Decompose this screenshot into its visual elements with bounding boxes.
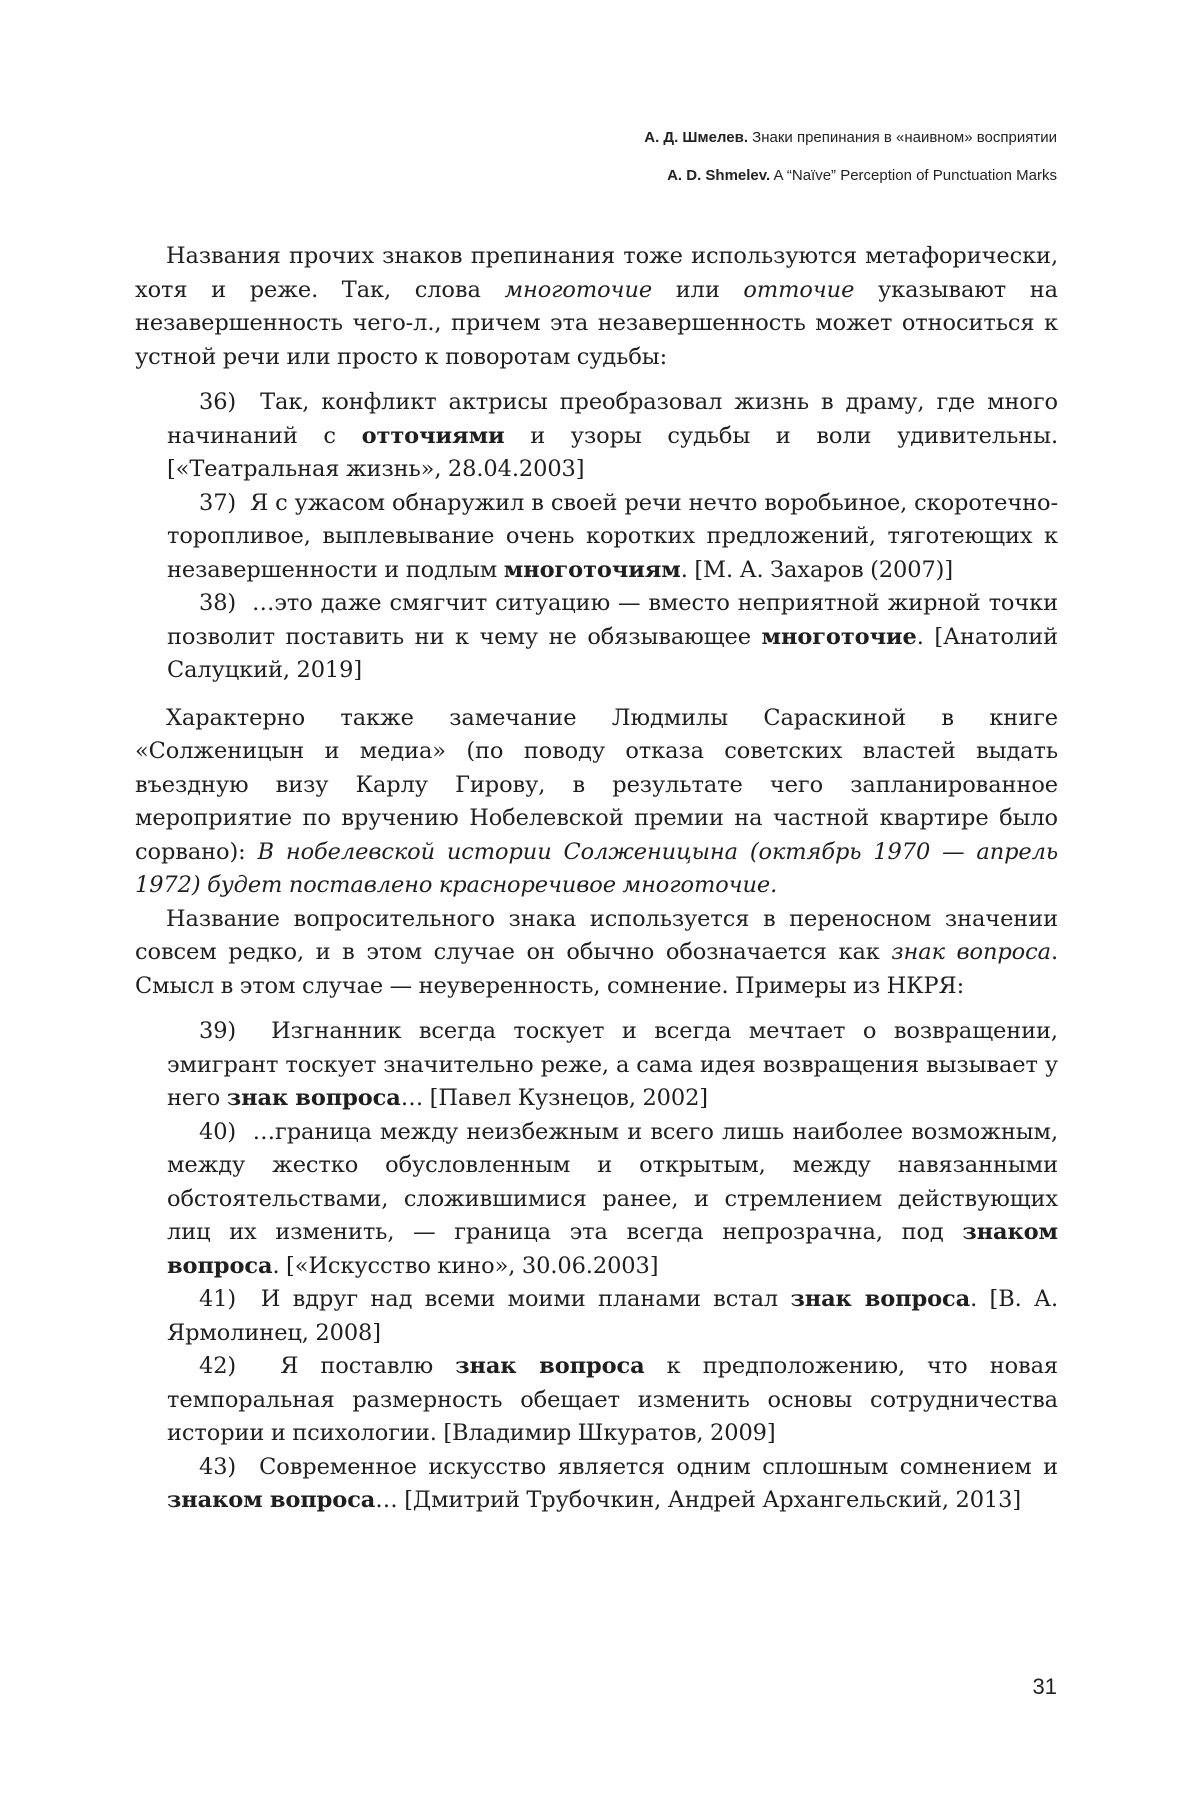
example-keyword: знак вопроса	[790, 1286, 971, 1312]
example-text: Изгнанник всегда тоскует и всегда мечтает о возвращении, эмигрант тоскует значительно реже, а сама идея возвращения вызывает у него	[167, 1018, 1058, 1111]
example-source: к предположению, что новая темпоральная размерность обещает изменить основы сотрудничества истории и психологии. [Владимир Шкуратов, 2009]	[167, 1353, 1059, 1446]
paragraph-question-mark	[135, 903, 1058, 1004]
example-source: … [Павел Кузнецов, 2002]	[400, 1085, 708, 1111]
example-text: Современное искусство является одним сплошным сомнением и	[259, 1453, 1059, 1480]
running-head-title-en: A “Naïve” Perception of Punctuation Marks	[773, 167, 1057, 184]
running-head-author-en: A. D. Shmelev.	[667, 167, 771, 184]
text-run: Название вопросительного знака используется в переносном значении совсем редко, и в этом случае он обычно обозначается как	[135, 905, 1058, 965]
italic-quote: В нобелевской истории Солженицына (октябрь 1970 — апрель 1972) будет поставлено красноречивое многоточие.	[135, 838, 1058, 898]
text-run: Характерно также замечание Людмилы Сараскиной в книге «Солженицын и медиа» (по поводу отказа советских властей выдать въездную визу Карлу Гирову, в результате чего запланированное мероприятие по вручению Нобелевской премии на частной квартире было сорвано):	[135, 704, 1058, 865]
example-39	[167, 1015, 1058, 1116]
example-source: . [Анатолий Салуцкий, 2019]	[167, 623, 1058, 683]
example-source: . [В. А. Ярмолинец, 2008]	[167, 1286, 1058, 1346]
page-number: 31	[1032, 1674, 1057, 1699]
text-run: указывают на незавершенность чего-л., причем эта незавершенность может относиться к устной речи или просто к поворотам судьбы:	[135, 276, 1058, 370]
example-keyword: знак вопроса	[455, 1353, 645, 1379]
example-source: . [«Искусство кино», 30.06.2003]	[272, 1252, 659, 1279]
example-number: 40)	[199, 1118, 237, 1145]
example-keyword: многоточиям	[503, 556, 681, 583]
running-head-title-ru: Знаки препинания в «наивном» восприятии	[752, 129, 1057, 146]
example-number: 42)	[199, 1353, 237, 1379]
example-number: 37)	[199, 489, 237, 516]
example-source: и узоры судьбы и воли удивительны. [«Театральная жизнь», 28.04.2003]	[167, 422, 1058, 482]
example-number: 38)	[199, 590, 237, 616]
paragraph-ellipsis-intro	[135, 240, 1058, 374]
text-run: или	[652, 276, 744, 303]
example-text: Так, конфликт актрисы преобразовал жизнь в драму, где много начинаний с	[167, 389, 1058, 449]
example-text: Я с ужасом обнаружил в своей речи нечто воробьиное, скоротечно-торопливое, выплевывание очень коротких предложений, тяготеющих к незавершенности и подлым	[167, 489, 1058, 583]
example-42	[167, 1350, 1058, 1451]
example-text: И вдруг над всеми моими планами встал	[260, 1286, 791, 1312]
italic-term: отточие	[743, 276, 855, 303]
example-41	[167, 1283, 1058, 1350]
example-keyword: многоточие	[761, 623, 917, 650]
example-43	[167, 1451, 1058, 1518]
paragraph-saraskina	[135, 702, 1058, 903]
example-number: 43)	[199, 1453, 237, 1480]
example-source: … [Дмитрий Трубочкин, Андрей Архангельский, 2013]	[375, 1487, 1022, 1513]
example-number: 36)	[199, 389, 237, 415]
running-head-russian	[257, 128, 1057, 148]
italic-term: знак вопроса	[891, 939, 1051, 965]
example-text: Я поставлю	[280, 1353, 456, 1379]
example-37	[167, 487, 1058, 588]
example-keyword: знаком вопроса	[167, 1219, 1058, 1279]
italic-term: многоточие	[504, 276, 653, 303]
example-number: 41)	[199, 1286, 237, 1312]
example-number: 39)	[199, 1018, 237, 1044]
article-body	[135, 240, 1058, 1532]
example-36	[167, 386, 1058, 487]
text-run: . Смысл в этом случае — неуверенность, сомнение. Примеры из НКРЯ:	[135, 939, 1058, 999]
examples-list-question-mark	[167, 1015, 1058, 1518]
example-text: …это даже смягчит ситуацию — вместо неприятной жирной точки позволит поставить ни к чему не обязывающее	[167, 590, 1058, 650]
examples-list-ellipsis	[167, 386, 1058, 688]
example-keyword: знак вопроса	[226, 1085, 401, 1111]
example-text: …граница между неизбежным и всего лишь наиболее возможным, между жестко обусловленным и открытым, между навязанными обстоятельствами, сложившимися ранее, и стремлением действующих лиц их изменить, — граница эта всегда непрозрачна, под	[167, 1118, 1059, 1245]
example-38	[167, 587, 1058, 688]
example-40	[167, 1116, 1058, 1284]
running-head-english	[257, 166, 1057, 186]
running-head-author-ru: А. Д. Шмелев.	[644, 129, 748, 146]
example-keyword: знаком вопроса	[167, 1487, 376, 1513]
text-run: Названия прочих знаков препинания тоже используются метафорически, хотя и реже. Так, слова	[135, 243, 1058, 303]
example-source: . [М. А. Захаров (2007)]	[680, 556, 954, 583]
example-keyword: отточиями	[361, 422, 505, 449]
